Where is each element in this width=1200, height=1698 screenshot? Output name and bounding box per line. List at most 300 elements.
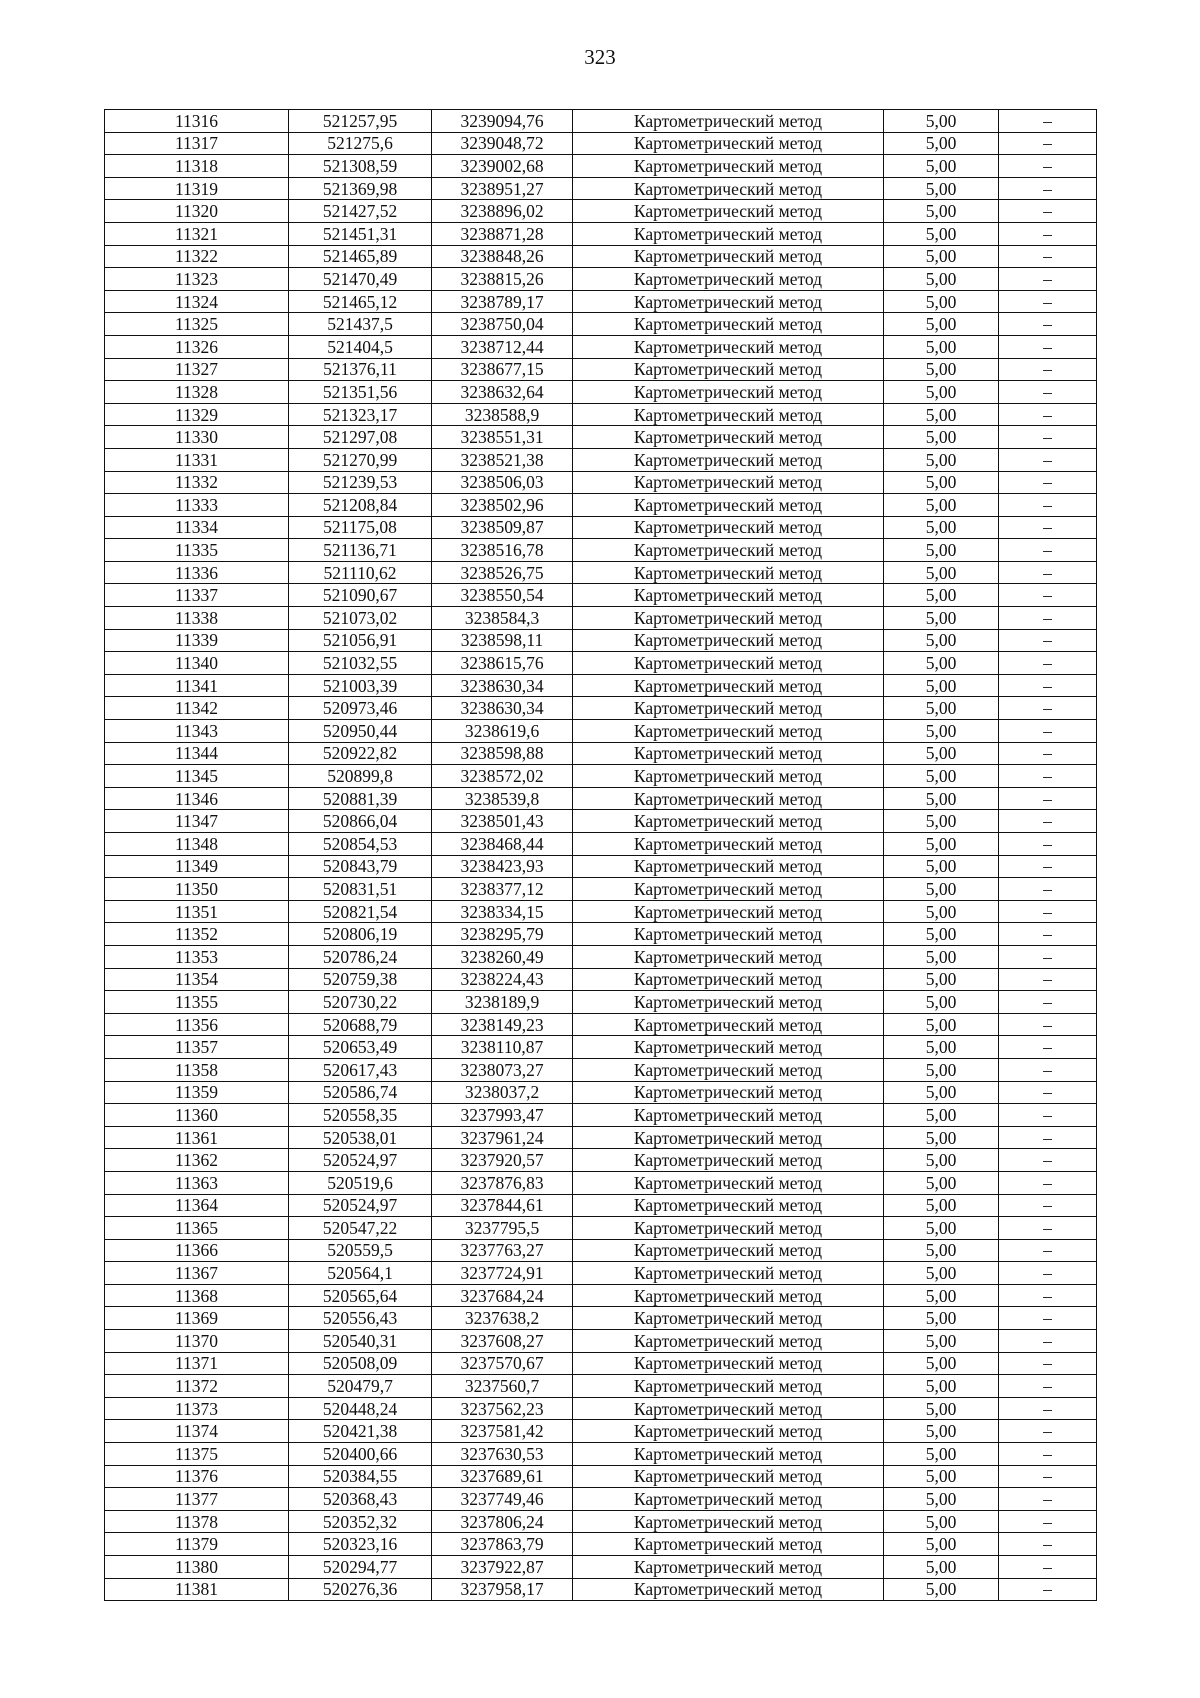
coordinates-table-body — [105, 110, 1097, 1601]
x-coordinate-cell: 521351,56 — [289, 381, 432, 404]
accuracy-cell: 5,00 — [884, 1194, 999, 1217]
note-cell: – — [999, 1217, 1097, 1240]
table-row — [105, 833, 1097, 856]
note-cell: – — [999, 516, 1097, 539]
x-coordinate-cell: 520922,82 — [289, 742, 432, 765]
accuracy-cell: 5,00 — [884, 1058, 999, 1081]
note-cell: – — [999, 110, 1097, 133]
note-cell: – — [999, 1239, 1097, 1262]
note-cell: – — [999, 132, 1097, 155]
accuracy-cell: 5,00 — [884, 448, 999, 471]
point-number-cell: 11337 — [105, 584, 289, 607]
table-row — [105, 1375, 1097, 1398]
table-row — [105, 720, 1097, 743]
y-coordinate-cell: 3238677,15 — [432, 358, 573, 381]
y-coordinate-cell: 3237630,53 — [432, 1443, 573, 1466]
note-cell: – — [999, 1013, 1097, 1036]
note-cell: – — [999, 1104, 1097, 1127]
y-coordinate-cell: 3237961,24 — [432, 1126, 573, 1149]
y-coordinate-cell: 3238871,28 — [432, 222, 573, 245]
point-number-cell: 11375 — [105, 1443, 289, 1466]
x-coordinate-cell: 520688,79 — [289, 1013, 432, 1036]
accuracy-cell: 5,00 — [884, 1578, 999, 1601]
note-cell: – — [999, 1397, 1097, 1420]
x-coordinate-cell: 521465,12 — [289, 290, 432, 313]
method-cell: Картометрический метод — [573, 1488, 884, 1511]
method-cell: Картометрический метод — [573, 1330, 884, 1353]
method-cell: Картометрический метод — [573, 561, 884, 584]
note-cell: – — [999, 720, 1097, 743]
point-number-cell: 11348 — [105, 833, 289, 856]
method-cell: Картометрический метод — [573, 200, 884, 223]
accuracy-cell: 5,00 — [884, 810, 999, 833]
method-cell: Картометрический метод — [573, 1262, 884, 1285]
table-row — [105, 290, 1097, 313]
y-coordinate-cell: 3238509,87 — [432, 516, 573, 539]
table-row — [105, 1284, 1097, 1307]
method-cell: Картометрический метод — [573, 945, 884, 968]
accuracy-cell: 5,00 — [884, 200, 999, 223]
y-coordinate-cell: 3237922,87 — [432, 1556, 573, 1579]
point-number-cell: 11378 — [105, 1510, 289, 1533]
accuracy-cell: 5,00 — [884, 1262, 999, 1285]
table-row — [105, 810, 1097, 833]
point-number-cell: 11365 — [105, 1217, 289, 1240]
note-cell: – — [999, 222, 1097, 245]
note-cell: – — [999, 1578, 1097, 1601]
x-coordinate-cell: 520400,66 — [289, 1443, 432, 1466]
y-coordinate-cell: 3238189,9 — [432, 991, 573, 1014]
method-cell: Картометрический метод — [573, 222, 884, 245]
y-coordinate-cell: 3239048,72 — [432, 132, 573, 155]
method-cell: Картометрический метод — [573, 810, 884, 833]
x-coordinate-cell: 520653,49 — [289, 1036, 432, 1059]
x-coordinate-cell: 520786,24 — [289, 945, 432, 968]
x-coordinate-cell: 520565,64 — [289, 1284, 432, 1307]
x-coordinate-cell: 521239,53 — [289, 471, 432, 494]
note-cell: – — [999, 855, 1097, 878]
table-row — [105, 1465, 1097, 1488]
table-row — [105, 381, 1097, 404]
accuracy-cell: 5,00 — [884, 132, 999, 155]
y-coordinate-cell: 3237749,46 — [432, 1488, 573, 1511]
y-coordinate-cell: 3238502,96 — [432, 494, 573, 517]
table-row — [105, 471, 1097, 494]
accuracy-cell: 5,00 — [884, 697, 999, 720]
method-cell: Картометрический метод — [573, 833, 884, 856]
x-coordinate-cell: 521308,59 — [289, 155, 432, 178]
x-coordinate-cell: 520524,97 — [289, 1194, 432, 1217]
point-number-cell: 11350 — [105, 878, 289, 901]
x-coordinate-cell: 521056,91 — [289, 629, 432, 652]
x-coordinate-cell: 520866,04 — [289, 810, 432, 833]
table-row — [105, 1058, 1097, 1081]
y-coordinate-cell: 3238110,87 — [432, 1036, 573, 1059]
y-coordinate-cell: 3238037,2 — [432, 1081, 573, 1104]
accuracy-cell: 5,00 — [884, 1149, 999, 1172]
method-cell: Картометрический метод — [573, 968, 884, 991]
accuracy-cell: 5,00 — [884, 765, 999, 788]
table-row — [105, 855, 1097, 878]
note-cell: – — [999, 403, 1097, 426]
point-number-cell: 11356 — [105, 1013, 289, 1036]
method-cell: Картометрический метод — [573, 1194, 884, 1217]
method-cell: Картометрический метод — [573, 1420, 884, 1443]
table-row — [105, 1443, 1097, 1466]
accuracy-cell: 5,00 — [884, 629, 999, 652]
point-number-cell: 11372 — [105, 1375, 289, 1398]
accuracy-cell: 5,00 — [884, 1013, 999, 1036]
method-cell: Картометрический метод — [573, 381, 884, 404]
method-cell: Картометрический метод — [573, 1013, 884, 1036]
point-number-cell: 11347 — [105, 810, 289, 833]
y-coordinate-cell: 3237993,47 — [432, 1104, 573, 1127]
accuracy-cell: 5,00 — [884, 403, 999, 426]
note-cell: – — [999, 155, 1097, 178]
x-coordinate-cell: 520352,32 — [289, 1510, 432, 1533]
note-cell: – — [999, 177, 1097, 200]
method-cell: Картометрический метод — [573, 155, 884, 178]
table-row — [105, 968, 1097, 991]
point-number-cell: 11364 — [105, 1194, 289, 1217]
table-row — [105, 200, 1097, 223]
accuracy-cell: 5,00 — [884, 155, 999, 178]
accuracy-cell: 5,00 — [884, 313, 999, 336]
note-cell: – — [999, 1284, 1097, 1307]
point-number-cell: 11377 — [105, 1488, 289, 1511]
y-coordinate-cell: 3237958,17 — [432, 1578, 573, 1601]
note-cell: – — [999, 1443, 1097, 1466]
table-row — [105, 1036, 1097, 1059]
table-row — [105, 1578, 1097, 1601]
accuracy-cell: 5,00 — [884, 335, 999, 358]
y-coordinate-cell: 3238584,3 — [432, 607, 573, 630]
note-cell: – — [999, 607, 1097, 630]
method-cell: Картометрический метод — [573, 516, 884, 539]
accuracy-cell: 5,00 — [884, 1239, 999, 1262]
method-cell: Картометрический метод — [573, 426, 884, 449]
table-row — [105, 561, 1097, 584]
y-coordinate-cell: 3237562,23 — [432, 1397, 573, 1420]
x-coordinate-cell: 520421,38 — [289, 1420, 432, 1443]
method-cell: Картометрический метод — [573, 1104, 884, 1127]
table-row — [105, 1510, 1097, 1533]
y-coordinate-cell: 3238712,44 — [432, 335, 573, 358]
method-cell: Картометрический метод — [573, 878, 884, 901]
table-row — [105, 1217, 1097, 1240]
point-number-cell: 11323 — [105, 268, 289, 291]
accuracy-cell: 5,00 — [884, 381, 999, 404]
point-number-cell: 11354 — [105, 968, 289, 991]
x-coordinate-cell: 520558,35 — [289, 1104, 432, 1127]
point-number-cell: 11366 — [105, 1239, 289, 1262]
point-number-cell: 11352 — [105, 923, 289, 946]
y-coordinate-cell: 3238789,17 — [432, 290, 573, 313]
note-cell: – — [999, 381, 1097, 404]
method-cell: Картометрический метод — [573, 245, 884, 268]
y-coordinate-cell: 3238539,8 — [432, 787, 573, 810]
coordinates-table — [104, 109, 1097, 1601]
note-cell: – — [999, 652, 1097, 675]
method-cell: Картометрический метод — [573, 1352, 884, 1375]
point-number-cell: 11357 — [105, 1036, 289, 1059]
y-coordinate-cell: 3238630,34 — [432, 674, 573, 697]
point-number-cell: 11346 — [105, 787, 289, 810]
note-cell: – — [999, 539, 1097, 562]
point-number-cell: 11316 — [105, 110, 289, 133]
y-coordinate-cell: 3239002,68 — [432, 155, 573, 178]
point-number-cell: 11360 — [105, 1104, 289, 1127]
x-coordinate-cell: 520519,6 — [289, 1171, 432, 1194]
table-row — [105, 742, 1097, 765]
method-cell: Картометрический метод — [573, 268, 884, 291]
accuracy-cell: 5,00 — [884, 1126, 999, 1149]
y-coordinate-cell: 3238073,27 — [432, 1058, 573, 1081]
x-coordinate-cell: 520806,19 — [289, 923, 432, 946]
x-coordinate-cell: 520368,43 — [289, 1488, 432, 1511]
point-number-cell: 11344 — [105, 742, 289, 765]
table-row — [105, 1149, 1097, 1172]
point-number-cell: 11353 — [105, 945, 289, 968]
note-cell: – — [999, 200, 1097, 223]
x-coordinate-cell: 521275,6 — [289, 132, 432, 155]
accuracy-cell: 5,00 — [884, 561, 999, 584]
x-coordinate-cell: 521437,5 — [289, 313, 432, 336]
point-number-cell: 11317 — [105, 132, 289, 155]
table-row — [105, 697, 1097, 720]
table-row — [105, 878, 1097, 901]
y-coordinate-cell: 3238506,03 — [432, 471, 573, 494]
note-cell: – — [999, 697, 1097, 720]
x-coordinate-cell: 520973,46 — [289, 697, 432, 720]
method-cell: Картометрический метод — [573, 652, 884, 675]
accuracy-cell: 5,00 — [884, 1036, 999, 1059]
accuracy-cell: 5,00 — [884, 1171, 999, 1194]
y-coordinate-cell: 3237581,42 — [432, 1420, 573, 1443]
point-number-cell: 11318 — [105, 155, 289, 178]
point-number-cell: 11367 — [105, 1262, 289, 1285]
table-row — [105, 1013, 1097, 1036]
x-coordinate-cell: 521136,71 — [289, 539, 432, 562]
table-row — [105, 245, 1097, 268]
point-number-cell: 11374 — [105, 1420, 289, 1443]
accuracy-cell: 5,00 — [884, 1556, 999, 1579]
point-number-cell: 11369 — [105, 1307, 289, 1330]
table-row — [105, 923, 1097, 946]
table-row — [105, 584, 1097, 607]
note-cell: – — [999, 1081, 1097, 1104]
table-row — [105, 358, 1097, 381]
x-coordinate-cell: 521073,02 — [289, 607, 432, 630]
accuracy-cell: 5,00 — [884, 426, 999, 449]
x-coordinate-cell: 521404,5 — [289, 335, 432, 358]
table-row — [105, 155, 1097, 178]
method-cell: Картометрический метод — [573, 1284, 884, 1307]
x-coordinate-cell: 520617,43 — [289, 1058, 432, 1081]
method-cell: Картометрический метод — [573, 1239, 884, 1262]
method-cell: Картометрический метод — [573, 1443, 884, 1466]
table-row — [105, 110, 1097, 133]
point-number-cell: 11327 — [105, 358, 289, 381]
point-number-cell: 11355 — [105, 991, 289, 1014]
point-number-cell: 11329 — [105, 403, 289, 426]
accuracy-cell: 5,00 — [884, 268, 999, 291]
y-coordinate-cell: 3237863,79 — [432, 1533, 573, 1556]
note-cell: – — [999, 1194, 1097, 1217]
accuracy-cell: 5,00 — [884, 222, 999, 245]
y-coordinate-cell: 3237608,27 — [432, 1330, 573, 1353]
y-coordinate-cell: 3238598,88 — [432, 742, 573, 765]
x-coordinate-cell: 521003,39 — [289, 674, 432, 697]
note-cell: – — [999, 494, 1097, 517]
x-coordinate-cell: 521297,08 — [289, 426, 432, 449]
note-cell: – — [999, 313, 1097, 336]
note-cell: – — [999, 1465, 1097, 1488]
table-row — [105, 539, 1097, 562]
point-number-cell: 11328 — [105, 381, 289, 404]
accuracy-cell: 5,00 — [884, 584, 999, 607]
y-coordinate-cell: 3238334,15 — [432, 900, 573, 923]
point-number-cell: 11368 — [105, 1284, 289, 1307]
table-row — [105, 494, 1097, 517]
method-cell: Картометрический метод — [573, 1510, 884, 1533]
point-number-cell: 11330 — [105, 426, 289, 449]
note-cell: – — [999, 426, 1097, 449]
accuracy-cell: 5,00 — [884, 1465, 999, 1488]
y-coordinate-cell: 3238750,04 — [432, 313, 573, 336]
x-coordinate-cell: 520950,44 — [289, 720, 432, 743]
table-row — [105, 991, 1097, 1014]
table-row — [105, 268, 1097, 291]
x-coordinate-cell: 520559,5 — [289, 1239, 432, 1262]
table-row — [105, 1397, 1097, 1420]
table-row — [105, 1239, 1097, 1262]
point-number-cell: 11359 — [105, 1081, 289, 1104]
x-coordinate-cell: 520384,55 — [289, 1465, 432, 1488]
table-row — [105, 1556, 1097, 1579]
accuracy-cell: 5,00 — [884, 607, 999, 630]
point-number-cell: 11342 — [105, 697, 289, 720]
y-coordinate-cell: 3238526,75 — [432, 561, 573, 584]
table-row — [105, 403, 1097, 426]
point-number-cell: 11370 — [105, 1330, 289, 1353]
note-cell: – — [999, 1171, 1097, 1194]
accuracy-cell: 5,00 — [884, 945, 999, 968]
y-coordinate-cell: 3237795,5 — [432, 1217, 573, 1240]
point-number-cell: 11339 — [105, 629, 289, 652]
table-row — [105, 426, 1097, 449]
method-cell: Картометрический метод — [573, 1036, 884, 1059]
point-number-cell: 11376 — [105, 1465, 289, 1488]
table-row — [105, 222, 1097, 245]
y-coordinate-cell: 3238295,79 — [432, 923, 573, 946]
x-coordinate-cell: 520323,16 — [289, 1533, 432, 1556]
x-coordinate-cell: 521257,95 — [289, 110, 432, 133]
table-row — [105, 945, 1097, 968]
method-cell: Картометрический метод — [573, 584, 884, 607]
table-row — [105, 132, 1097, 155]
table-row — [105, 1194, 1097, 1217]
y-coordinate-cell: 3238619,6 — [432, 720, 573, 743]
note-cell: – — [999, 358, 1097, 381]
method-cell: Картометрический метод — [573, 855, 884, 878]
x-coordinate-cell: 521470,49 — [289, 268, 432, 291]
x-coordinate-cell: 520564,1 — [289, 1262, 432, 1285]
x-coordinate-cell: 521110,62 — [289, 561, 432, 584]
method-cell: Картометрический метод — [573, 697, 884, 720]
method-cell: Картометрический метод — [573, 900, 884, 923]
note-cell: – — [999, 268, 1097, 291]
accuracy-cell: 5,00 — [884, 110, 999, 133]
point-number-cell: 11379 — [105, 1533, 289, 1556]
method-cell: Картометрический метод — [573, 1465, 884, 1488]
accuracy-cell: 5,00 — [884, 1533, 999, 1556]
note-cell: – — [999, 1307, 1097, 1330]
table-row — [105, 1262, 1097, 1285]
accuracy-cell: 5,00 — [884, 1352, 999, 1375]
point-number-cell: 11331 — [105, 448, 289, 471]
table-row — [105, 1171, 1097, 1194]
y-coordinate-cell: 3237638,2 — [432, 1307, 573, 1330]
accuracy-cell: 5,00 — [884, 900, 999, 923]
x-coordinate-cell: 521175,08 — [289, 516, 432, 539]
method-cell: Картометрический метод — [573, 358, 884, 381]
point-number-cell: 11341 — [105, 674, 289, 697]
y-coordinate-cell: 3237920,57 — [432, 1149, 573, 1172]
note-cell: – — [999, 561, 1097, 584]
accuracy-cell: 5,00 — [884, 1397, 999, 1420]
note-cell: – — [999, 1420, 1097, 1443]
accuracy-cell: 5,00 — [884, 855, 999, 878]
note-cell: – — [999, 471, 1097, 494]
accuracy-cell: 5,00 — [884, 245, 999, 268]
note-cell: – — [999, 787, 1097, 810]
accuracy-cell: 5,00 — [884, 1104, 999, 1127]
y-coordinate-cell: 3237560,7 — [432, 1375, 573, 1398]
method-cell: Картометрический метод — [573, 1556, 884, 1579]
method-cell: Картометрический метод — [573, 923, 884, 946]
accuracy-cell: 5,00 — [884, 833, 999, 856]
note-cell: – — [999, 448, 1097, 471]
x-coordinate-cell: 520586,74 — [289, 1081, 432, 1104]
method-cell: Картометрический метод — [573, 1149, 884, 1172]
x-coordinate-cell: 520854,53 — [289, 833, 432, 856]
point-number-cell: 11322 — [105, 245, 289, 268]
method-cell: Картометрический метод — [573, 607, 884, 630]
note-cell: – — [999, 1352, 1097, 1375]
accuracy-cell: 5,00 — [884, 290, 999, 313]
method-cell: Картометрический метод — [573, 448, 884, 471]
x-coordinate-cell: 520881,39 — [289, 787, 432, 810]
point-number-cell: 11381 — [105, 1578, 289, 1601]
note-cell: – — [999, 1058, 1097, 1081]
accuracy-cell: 5,00 — [884, 1488, 999, 1511]
note-cell: – — [999, 833, 1097, 856]
point-number-cell: 11334 — [105, 516, 289, 539]
note-cell: – — [999, 810, 1097, 833]
note-cell: – — [999, 584, 1097, 607]
method-cell: Картометрический метод — [573, 629, 884, 652]
point-number-cell: 11362 — [105, 1149, 289, 1172]
accuracy-cell: 5,00 — [884, 720, 999, 743]
note-cell: – — [999, 674, 1097, 697]
point-number-cell: 11335 — [105, 539, 289, 562]
accuracy-cell: 5,00 — [884, 1284, 999, 1307]
note-cell: – — [999, 1149, 1097, 1172]
note-cell: – — [999, 1330, 1097, 1353]
accuracy-cell: 5,00 — [884, 494, 999, 517]
y-coordinate-cell: 3238615,76 — [432, 652, 573, 675]
